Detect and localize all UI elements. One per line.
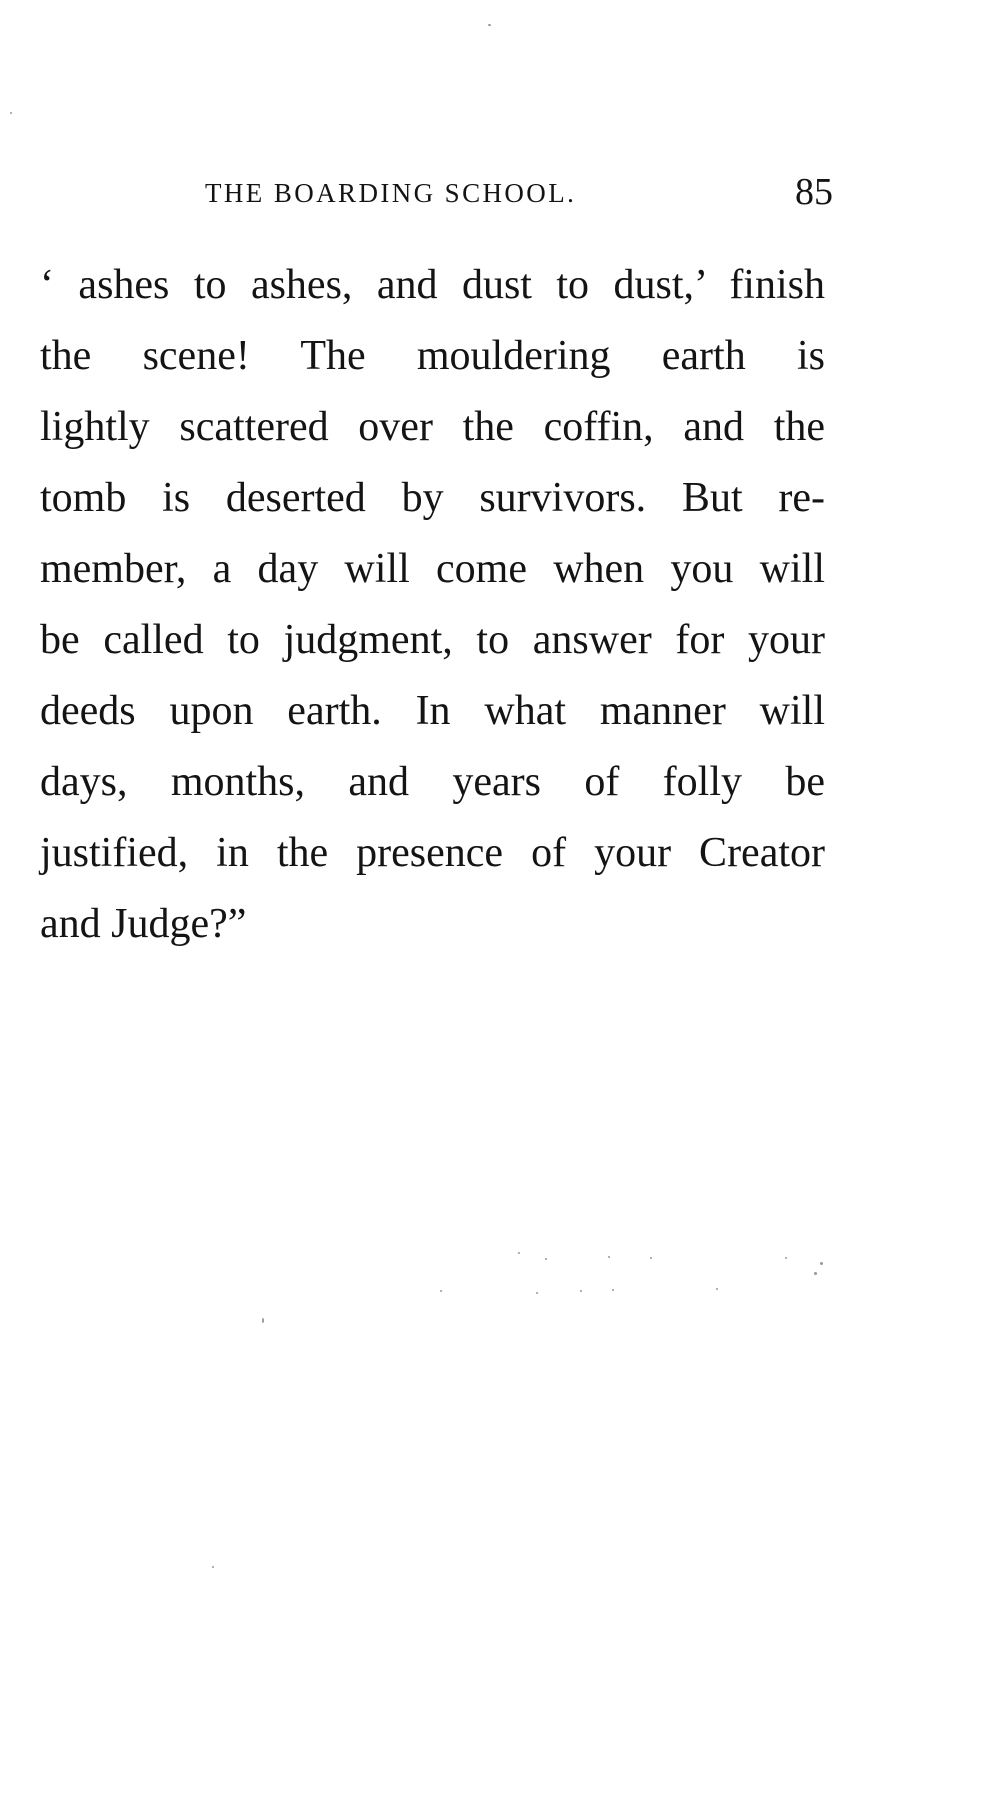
body-text: [40, 250, 825, 960]
scan-speck: [650, 1257, 652, 1259]
text-line: ‘ ashes to ashes, and dust to dust,’ finish: [40, 262, 825, 308]
scan-speck: [440, 1290, 442, 1292]
scan-speck: [212, 1566, 214, 1568]
running-title: THE BOARDING SCHOOL.: [205, 178, 577, 208]
scan-speck: [536, 1292, 538, 1294]
scan-speck: [10, 112, 12, 114]
scan-speck: [814, 1272, 817, 1275]
scan-speck: [785, 1257, 787, 1259]
text-line: days, months, and years of folly be: [40, 759, 825, 805]
scan-speck: [262, 1318, 264, 1323]
text-line: be called to judgment, to answer for your: [40, 617, 825, 663]
text-line: member, a day will come when you will: [40, 546, 825, 592]
text-line: and Judge?”: [40, 901, 247, 947]
scan-speck: [612, 1289, 614, 1291]
scan-speck: [820, 1262, 823, 1265]
text-line: justified, in the presence of your Creator: [40, 830, 825, 876]
scan-speck: [716, 1288, 718, 1290]
text-line: deeds upon earth. In what manner will: [40, 688, 825, 734]
scan-speck: [608, 1256, 610, 1258]
scan-speck: [580, 1290, 582, 1292]
page-number: 85: [795, 171, 833, 213]
scan-speck: [518, 1252, 520, 1254]
text-line: the scene! The mouldering earth is: [40, 333, 825, 379]
running-head: [205, 172, 833, 212]
scan-speck: [488, 24, 491, 26]
scan-speck: [545, 1258, 547, 1260]
text-line: tomb is deserted by survivors. But re-: [40, 475, 825, 521]
text-line: lightly scattered over the coffin, and the: [40, 404, 825, 450]
